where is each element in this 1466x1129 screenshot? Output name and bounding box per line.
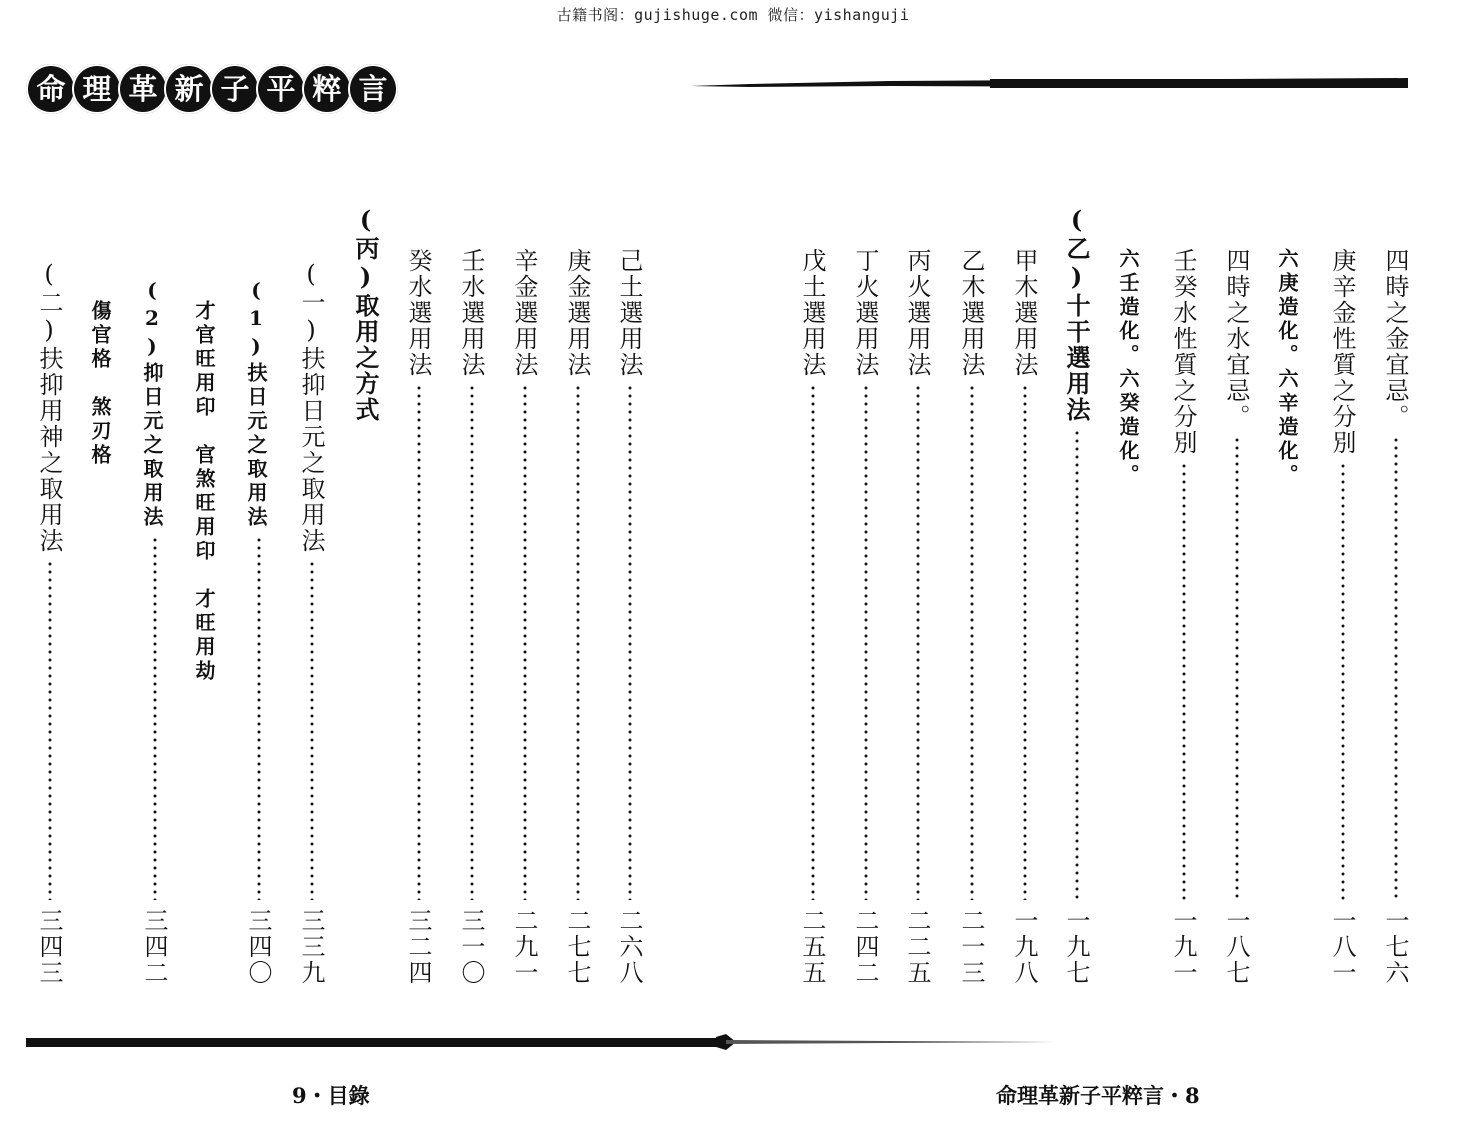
- left-entry-title: 庚金選用法: [563, 248, 591, 378]
- dot-leader: [1341, 462, 1345, 900]
- left-entry-title: (2)抑日元之取用法: [140, 278, 164, 530]
- dot-leader: [1023, 384, 1027, 900]
- left-entry-page-number: 三四三: [35, 908, 63, 986]
- left-entry-page-number: 三三九: [297, 908, 325, 986]
- dot-leader: [970, 384, 974, 900]
- right-entry-title: 四時之水宜忌。: [1222, 248, 1250, 430]
- footer-right-running-title: 命理革新子平粹言・8: [996, 1083, 1200, 1108]
- right-entry-title: 丁火選用法: [851, 248, 879, 378]
- title-seal-char: 平: [256, 64, 306, 114]
- title-seal-char: 命: [26, 64, 76, 114]
- title-seal-char: 革: [118, 64, 168, 114]
- watermark-text: 古籍书阁：gujishuge.com 微信：yishanguji: [556, 6, 910, 24]
- dot-leader: [1182, 462, 1186, 900]
- dot-leader: [1235, 436, 1239, 900]
- left-entry-page-number: 二九一: [510, 908, 538, 986]
- left-entry-title: (丙)取用之方式: [351, 205, 380, 423]
- right-entry-page-number: 二一三: [957, 908, 985, 986]
- right-entry-page-number: 一九八: [1010, 908, 1038, 986]
- left-entry-page-number: 二七七: [563, 908, 591, 986]
- right-entry-title: 壬癸水性質之分別: [1169, 248, 1197, 456]
- left-entry-page-number: 三一〇: [457, 908, 485, 986]
- right-entry-page-number: 一九一: [1169, 908, 1197, 986]
- right-entry-page-number: 一八一: [1328, 908, 1356, 986]
- left-entry-page-number: 三四〇: [244, 908, 272, 986]
- right-entry-page-number: 一八七: [1222, 908, 1250, 986]
- dot-leader: [417, 384, 421, 900]
- right-entry-title: 六壬造化。六癸造化。: [1116, 248, 1140, 488]
- title-seal-char: 粹: [302, 64, 352, 114]
- dot-leader: [310, 560, 314, 900]
- left-entry-title: (1)扶日元之取用法: [244, 278, 268, 530]
- left-entry-page-number: 二六八: [615, 908, 643, 986]
- right-entry-page-number: 二二五: [903, 908, 931, 986]
- right-entry-page-number: 二五五: [798, 908, 826, 986]
- right-entry-title: 四時之金宜忌。: [1381, 248, 1409, 430]
- right-entry-page-number: 一七六: [1381, 908, 1409, 986]
- title-seal-char: 子: [210, 64, 260, 114]
- book-title-seals: [26, 64, 394, 114]
- footer-rule: [26, 1034, 1056, 1050]
- right-entry-title: 戊土選用法: [798, 248, 826, 378]
- dot-leader: [470, 384, 474, 900]
- header-rule: [690, 76, 1408, 90]
- left-entry-title: 癸水選用法: [404, 248, 432, 378]
- dot-leader: [523, 384, 527, 900]
- left-entry-title: 才官旺用印 官煞旺用印 才旺用劫: [192, 300, 216, 684]
- left-entry-title: (二)扶抑用神之取用法: [35, 260, 63, 554]
- dot-leader: [916, 384, 920, 900]
- footer-left-page-number: 9・目錄: [292, 1083, 370, 1108]
- left-entry-page-number: 三二四: [404, 908, 432, 986]
- right-entry-page-number: 一九七: [1062, 908, 1090, 986]
- right-entry-title: 乙木選用法: [957, 248, 985, 378]
- right-entry-title: 丙火選用法: [903, 248, 931, 378]
- right-entry-title: 甲木選用法: [1010, 248, 1038, 378]
- right-entry-page-number: 二四二: [851, 908, 879, 986]
- dot-leader: [864, 384, 868, 900]
- title-seal-char: 理: [72, 64, 122, 114]
- dot-leader: [1075, 429, 1079, 900]
- left-entry-title: 壬水選用法: [457, 248, 485, 378]
- left-entry-page-number: 三四二: [140, 908, 168, 986]
- left-entry-title: 己土選用法: [615, 248, 643, 378]
- right-entry-title: 六庚造化。六辛造化。: [1275, 248, 1299, 488]
- title-seal-char: 言: [348, 64, 398, 114]
- right-entry-title: (乙)十干選用法: [1062, 205, 1091, 423]
- right-entry-title: 庚辛金性質之分別: [1328, 248, 1356, 456]
- dot-leader: [153, 536, 157, 900]
- dot-leader: [628, 384, 632, 900]
- left-entry-title: 傷官格 煞刃格: [88, 300, 112, 468]
- dot-leader: [811, 384, 815, 900]
- dot-leader: [576, 384, 580, 900]
- dot-leader: [1394, 436, 1398, 900]
- left-entry-title: 辛金選用法: [510, 248, 538, 378]
- dot-leader: [48, 560, 52, 900]
- title-seal-char: 新: [164, 64, 214, 114]
- left-entry-title: (一)扶抑日元之取用法: [297, 260, 325, 554]
- dot-leader: [257, 536, 261, 900]
